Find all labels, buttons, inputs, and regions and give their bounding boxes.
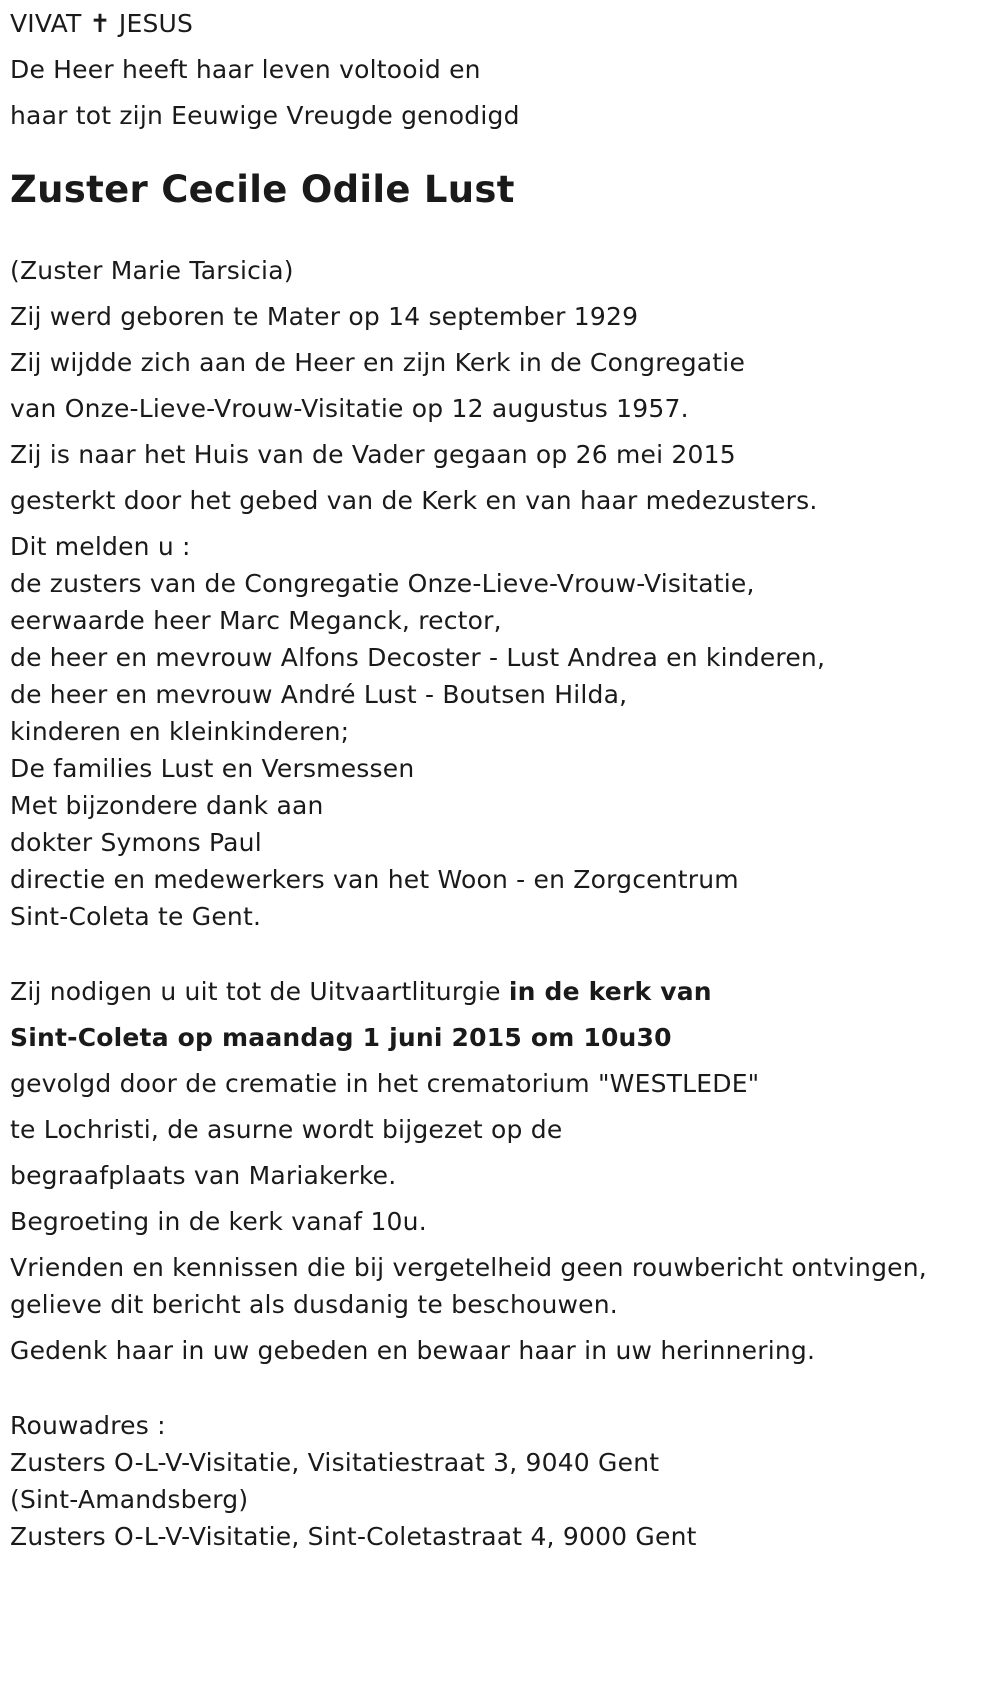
invitation-line: te Lochristi, de asurne wordt bijgezet op de xyxy=(10,1115,563,1144)
announcer-line: de heer en mevrouw André Lust - Boutsen Hilda, xyxy=(10,680,628,709)
announcer-line: de heer en mevrouw Alfons Decoster - Lust Andrea en kinderen, xyxy=(10,643,826,672)
invitation-intro-bold: in de kerk van xyxy=(508,977,712,1006)
header-line-2: De Heer heeft haar leven voltooid en xyxy=(10,55,481,84)
invitation-line: gevolgd door de crematie in het crematorium "WESTLEDE" xyxy=(10,1069,760,1098)
invitation-intro-line xyxy=(10,977,712,1007)
announcer-line: De families Lust en Versmessen xyxy=(10,754,415,783)
vivat-text: VIVAT xyxy=(10,9,82,38)
jesus-text: JESUS xyxy=(118,9,194,38)
funeral-date-line: Sint-Coleta op maandag 1 juni 2015 om 10u30 xyxy=(10,1023,672,1052)
announcer-line: Sint-Coleta te Gent. xyxy=(10,902,262,931)
bio-line: Zij wijdde zich aan de Heer en zijn Kerk in de Congregatie xyxy=(10,348,746,377)
bio-line: Zij werd geboren te Mater op 14 september 1929 xyxy=(10,302,639,331)
remember-line: Gedenk haar in uw gebeden en bewaar haar in uw herinnering. xyxy=(10,1336,816,1365)
announcer-line: kinderen en kleinkinderen; xyxy=(10,717,350,746)
cross-icon: ✝ xyxy=(89,9,111,38)
invitation-line: begraafplaats van Mariakerke. xyxy=(10,1161,397,1190)
announcer-line: directie en medewerkers van het Woon - en Zorgcentrum xyxy=(10,865,739,894)
announcer-line: eerwaarde heer Marc Meganck, rector, xyxy=(10,606,502,635)
bio-line: van Onze-Lieve-Vrouw-Visitatie op 12 augustus 1957. xyxy=(10,394,689,423)
announcer-line: dokter Symons Paul xyxy=(10,828,262,857)
vivat-jesus-line xyxy=(10,9,193,39)
invitation-intro: Zij nodigen u uit tot de Uitvaartliturgie xyxy=(10,977,509,1006)
announcer-line: Met bijzondere dank aan xyxy=(10,791,324,820)
bio-line: gesterkt door het gebed van de Kerk en van haar medezusters. xyxy=(10,486,818,515)
friends-line-2: gelieve dit bericht als dusdanig te beschouwen. xyxy=(10,1290,618,1319)
invitation-line: Begroeting in de kerk vanaf 10u. xyxy=(10,1207,427,1236)
deceased-name-title: Zuster Cecile Odile Lust xyxy=(10,168,515,211)
address-line-1: Zusters O-L-V-Visitatie, Visitatiestraat 3, 9040 Gent xyxy=(10,1448,660,1477)
bio-line: (Zuster Marie Tarsicia) xyxy=(10,256,294,285)
bio-line: Zij is naar het Huis van de Vader gegaan op 26 mei 2015 xyxy=(10,440,736,469)
address-line-3: Zusters O-L-V-Visitatie, Sint-Coletastraat 4, 9000 Gent xyxy=(10,1522,697,1551)
address-line-2: (Sint-Amandsberg) xyxy=(10,1485,249,1514)
announcer-line: de zusters van de Congregatie Onze-Lieve-Vrouw-Visitatie, xyxy=(10,569,755,598)
friends-line-1: Vrienden en kennissen die bij vergetelheid geen rouwbericht ontvingen, xyxy=(10,1253,927,1282)
address-label: Rouwadres : xyxy=(10,1411,166,1440)
header-line-3: haar tot zijn Eeuwige Vreugde genodigd xyxy=(10,101,520,130)
announcer-line: Dit melden u : xyxy=(10,532,191,561)
